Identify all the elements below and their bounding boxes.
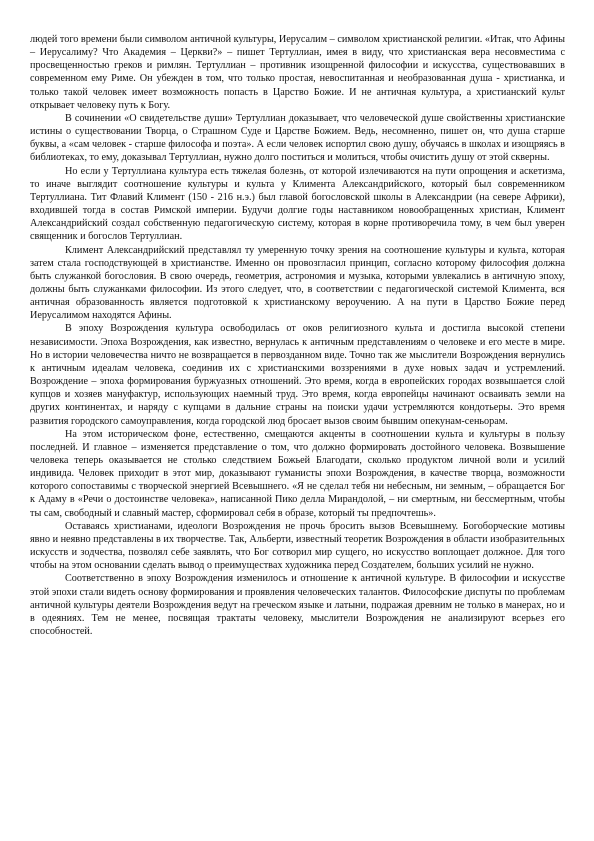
paragraph-clement-philosophy: Климент Александрийский представлял ту умеренную точку зрения на соотношение культуры и культа, которая затем стала господствующей в христианстве. Именно он провозгласил принцип, согласно которому философия должна быть служанкой богословия. В свою очередь, геометрия, астрономия и музыка, которыми увлекались в античную эпоху, должны быть служанками философии. Из этого следует, что, в соответствии с педагогической системой Климента, вся античная образованность является подготовкой к христианскому вероучению. А на пути в Царство Божие перед Иерусалимом находятся Афины.	[30, 244, 565, 322]
paragraph-antique-culture: Соответственно в эпоху Возрождения изменилось и отношение к античной культуре. В философии и искусстве этой эпохи стали видеть основу формирования и проявления человеческих талантов. Философские диспуты по проблемам античной культуры деятели Возрождения ведут на греческом языке и латыни, подражая древним не только в манерах, но и в одеяниях. Тем не менее, посвящая трактаты человеку, мыслители Возрождения не анализируют всерьез его способностей.	[30, 573, 565, 638]
document-page	[30, 33, 565, 638]
paragraph-historical-background: На этом историческом фоне, естественно, смещаются акценты в соотношении культа и культуры в пользу последней. И главное – изменяется представление о том, что должно формировать достойного человека. Возвышение человека теперь оказывается не столько следствием Божьей Благодати, сколько продуктом личной воли и усилий индивида. Человек приходит в этот мир, доказывают гуманисты эпохи Возрождения, в качестве творца, возможности которого сопоставимы с творческой энергией Всевышнего. «Я не сделал тебя ни небесным, ни земным, – обращается Бог к Адаму в «Речи о достоинстве человека», написанной Пико делла Мирандолой, – ни смертным, ни бессмертным, чтобы ты сам, свободный и славный мастер, сформировал себя в образе, который ты предпочтешь».	[30, 428, 565, 519]
paragraph-humanists-challenge: Оставаясь христианами, идеологи Возрождения не прочь бросить вызов Всевышнему. Богоборческие мотивы явно и неявно представлены в их творчестве. Так, Альберти, известный теоретик Возрождения в области изобразительных искусств и зодчества, позволял себе заявлять, что Бог сотворил мир сущего, но искусство воплощает должное. Для того чтобы на этом основании сделать вывод о преимуществах художника перед Создателем, больших усилий не нужно.	[30, 520, 565, 572]
paragraph-renaissance: В эпоху Возрождения культура освободилась от оков религиозного культа и достигла высокой степени независимости. Эпоха Возрождения, как известно, вернулась к античным представлениям о человеке и его месте в мире. Но в истории человечества ничто не возвращается в первозданном виде. Точно так же мыслители Возрождения вернулись к античным идеалам человека, соединив их с христианскими воззрениями в духе новых задач и устремлений. Возрождение – эпоха формирования буржуазных отношений. Это время, когда в европейских городах возвышается слой купцов и хозяев мануфактур, использующих наемный труд. Это время, когда европейцы начинают осваивать земли на других континентах, и наряду с купцами в дальние страны на поиски удачи устремляются кондотьеры. Это время развития городского самоуправления, когда городской люд бросает вызов своим бывшим опекунам-сеньорам.	[30, 323, 565, 427]
paragraph-intro-continuation: людей того времени были символом античной культуры, Иерусалим – символом христианской религии. «Итак, что Афины – Иерусалиму? Что Академия – Церкви?» – пишет Тертуллиан, имея в виду, что христианская вера несовместима с просвещенностью греков и римлян. Тертуллиан – противник изощренной философии и искусства, существовавших в современном ему Риме. Он убежден в том, что только простая, невоспитанная и необразованная душа - христианка, и только такой человек имеет возможность попасть в Царство Божие. И не античная культура, а христианский культ открывает человеку путь к Богу.	[30, 34, 565, 111]
paragraph-clement-intro: Но если у Тертуллиана культура есть тяжелая болезнь, от которой излечиваются на пути опрощения и аскетизма, то иначе выглядит соотношение культуры и культа у Климента Александрийского, который был современником Тертуллиана. Тит Флавий Климент (150 - 216 н.э.) был главой богословской школы в Александрии (на севере Африки), входившей тогда в состав Римской империи. Будучи долгие годы наставником новообращенных христиан, Климент Александрийский создал собственную педагогическую систему, которая в корне противоречила тому, в чем был уверен священник и богослов Тертуллиан.	[30, 165, 565, 243]
paragraph-tertullian-soul: В сочинении «О свидетельстве души» Тертуллиан доказывает, что человеческой душе свойственны христианские истины о существовании Творца, о Страшном Суде и Царстве Божием. Ведь, несомненно, пишет он, что душа старше буквы, а «сам человек - старше философа и поэта». А если человек испортил свою душу, обучаясь в школах и изощряясь в библиотеках, то ему, доказывал Тертуллиан, нужно долго поститься и молиться, чтобы очистить душу от этой скверны.	[30, 112, 565, 164]
